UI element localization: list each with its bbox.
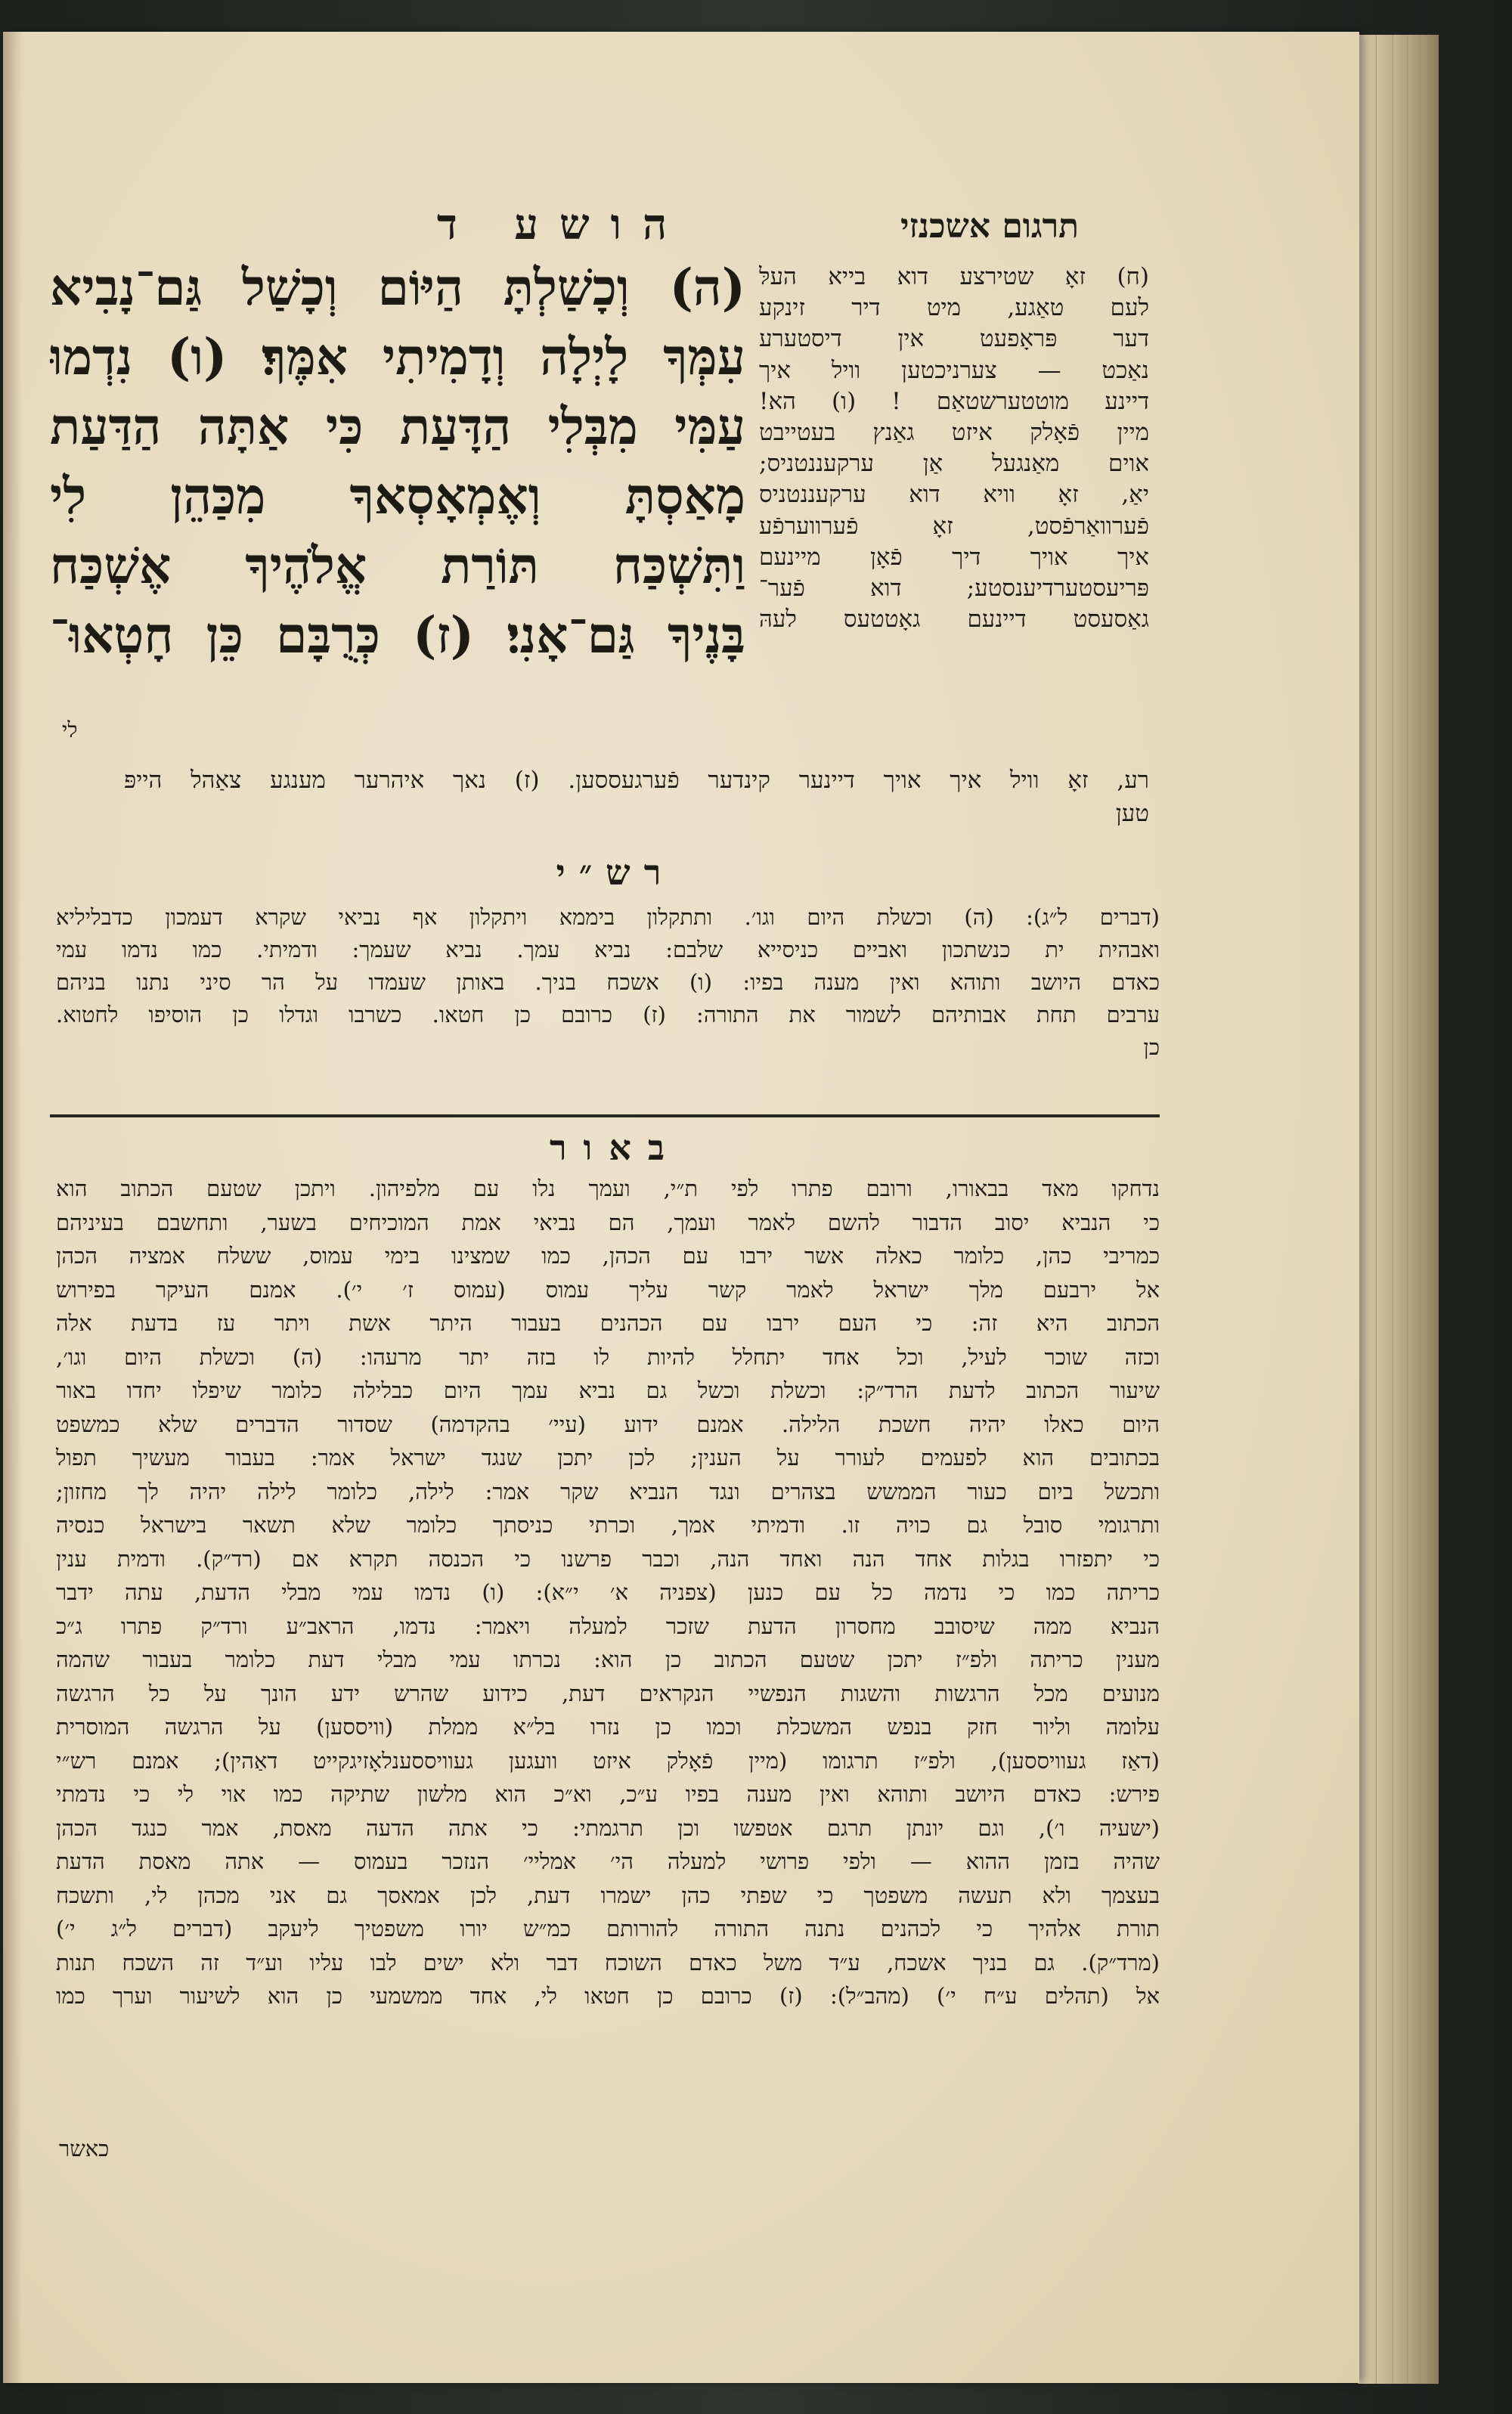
biur-line: עלומה וליור חזק בנפש המשכלת וכמו כן נזרו בל״א ממלת (וויססען) על הרגשה המוסרית bbox=[56, 1714, 1160, 1740]
translation-line: נאַכט — צערניכטען וויל איך bbox=[759, 356, 1149, 384]
translation-catchword: טען bbox=[1115, 800, 1149, 827]
translation-line: אוים מאַנגעל אַן ערקעננטניס; bbox=[759, 450, 1149, 478]
running-header-book: הושע ד bbox=[436, 200, 689, 249]
biur-line: פירש: כאדם היושב ותוהא ואין מענה בפיו ע״כ, וא״כ הוא מלשון שתיקה כמו אוי לי כי נדמתי bbox=[56, 1781, 1160, 1807]
rashi-catchword: כן bbox=[1143, 1034, 1160, 1060]
rashi-line: ערבים תחת אבותיהם לשמור את התורה: (ז) כרובם כן חטאו. כשרבו וגדלו כן הוסיפו לחטוא. bbox=[56, 1002, 1160, 1027]
biur-line: (מרד״ק). גם בניך אשכח, ע״ד משל כאדם השוכח דבר ולא ישים לבו עליו וע״ד זה השכח תנות bbox=[56, 1949, 1160, 1976]
scripture-line: עַמִּי מִבְּלִי הַדָּעַת כִּי אַתָּה הַדַּעַת bbox=[50, 397, 745, 456]
scripture-line: מָאַסְתָּ וְאֶמְאָסְאךָ מִכַּהֵן לִי bbox=[50, 466, 745, 525]
translation-line: פֿערוואַרפֿסט, זאָ פֿערווערפֿע bbox=[759, 512, 1149, 540]
biur-commentary bbox=[56, 1172, 1160, 2124]
translation-line: לעם טאַגע, מיט דיר זינקע bbox=[759, 294, 1149, 322]
biur-line: תורת אלהיך כי לכהנים נתנה התורה להורותם כמ״ש יורו משפטיך ליעקב (דברים ל״ג י׳) bbox=[56, 1916, 1160, 1941]
translation-line: דער פּראָפעט אין דיסטערע bbox=[759, 325, 1149, 353]
translation-column bbox=[759, 262, 1149, 761]
biur-line: ותרגומי סובל גם כויה זו. ודמיתי אמך, וכרתי כניסתך כלומר שלא תשאר בישראל כנסיה bbox=[56, 1512, 1160, 1538]
biur-line: נדחקו מאד בבאורו, ורובם פתרו לפי ת״י, ועמך נלו עם מלפיהון. ויתכן שטעם הכתוב הוא bbox=[56, 1176, 1160, 1201]
biur-line: הכתוב היא זה: כי העם ירבו עם הכהנים בעבור היתר אשת ויתר עז בדעת אלה bbox=[56, 1310, 1160, 1336]
biur-line: בעצמך ולא תעשה משפטך כי שפתי כהן ישמרו דעת, לכן אמאסך גם אני מכהן לי, ותשכח bbox=[56, 1882, 1160, 1908]
rashi-heading: רש״י bbox=[556, 852, 675, 893]
rashi-commentary bbox=[56, 901, 1160, 1105]
translation-line: גאַסעסט דיינעם גאָטטעס לעהּ bbox=[759, 606, 1149, 634]
scripture-column bbox=[50, 253, 745, 721]
page-edge bbox=[1421, 35, 1439, 2384]
biur-line: כריתה כמו כי נדמה כל עם כנען (צפניה א׳ י״א): (ו) נדמו עמי מבלי הדעת, עתה ידבר bbox=[56, 1579, 1160, 1605]
running-header-translation: תרגום אשכנזי bbox=[900, 207, 1080, 246]
gutter-shadow bbox=[3, 32, 23, 2383]
biur-line: מנועים מכל הרגשות והשגות הנפשיי הנקראים דעת, כידוע שהרש ידע הונך על כל הרגשה bbox=[56, 1680, 1160, 1706]
translation-line: דיינע מוטטערשטאַם ! (ו) הא! bbox=[759, 387, 1149, 415]
biur-line: שהיה בזמן ההוא — ולפי פרושי למעלה הי׳ אמליי׳ הנזכר בעמוס — אתה מאסת הדעת bbox=[56, 1848, 1160, 1874]
scripture-line: בָּנֶיךָ גַּם־אָנִי׃ (ז) כְּרֻבָּם כֵּן חָטְאוּ־ bbox=[50, 606, 745, 665]
biur-line: היום כאלו יהיה חשכת הלילה. אמנם ידוע (עיי׳ בהקדמה) שסדור הדברים שלא כמשפט bbox=[56, 1411, 1160, 1437]
biur-line: (ישעיה ו׳), וגם יונתן תרגם אטפשו וכן תרגמתי: כי אתה הדעה מאסת, אמר כנגד הכהן bbox=[56, 1814, 1160, 1841]
biur-line: אל ירבעם מלך ישראל לאמר קשר עליך עמוס (עמוס ז׳ י׳). אמנם העיקר בפירוש bbox=[56, 1276, 1160, 1303]
scripture-catchword: לי bbox=[62, 717, 78, 742]
biur-line: כמריבי כהן, כלומר כאלה אשר ירבו עם הכהן, כמו שמצינו בימי עמוס, ששלח אמציה הכהן bbox=[56, 1243, 1160, 1269]
biur-line: אל (תהלים ע״ח י׳) (מהב״ל): (ז) כרובם כן חטאו לי, אחד ממשמעי כן הוא לשיעור וערך כמו bbox=[56, 1983, 1160, 2009]
scripture-line: וַתִּשְׁכַּח תּוֹרַת אֱלֹהֶיךָ אֶשְׁכַּח bbox=[50, 536, 745, 595]
page-edge bbox=[1358, 35, 1378, 2384]
translation-line: רע, זאָ וויל איך אויך דיינער קינדער פֿערגעססען. (ז) נאך איהרער מענגע צאַהל הייפּ bbox=[124, 767, 1149, 794]
scripture-line: עִמְּךָ לָיְלָה וְדָמִיתִי אִמֶּךָ׃ (ו) נִדְמוּ bbox=[50, 327, 745, 386]
biur-line: הנביא ממה שיסובב מחסרון הדעת שזכר למעלה ויאמר: נדמו, הראב״ע ורד״ק פתרו ג״כ bbox=[56, 1613, 1160, 1639]
biur-catchword: כאשר bbox=[59, 2136, 110, 2161]
translation-line: איך אויך דיך פֿאָן מיינעם bbox=[759, 543, 1149, 571]
biur-line: כי יתפזרו בגלות אחד הנה ואחד הנה, וכבר פרשנו כי הכנסה תקרא אם (רד״ק). ודמית ענין bbox=[56, 1545, 1160, 1572]
biur-line: וכזה שוכר לעיל, וכל אחד יתחלל להיות לו בזה יתר מרעהו: (ה) וכשלת היום וגו׳, bbox=[56, 1343, 1160, 1370]
biur-line: בכתובים הוא לפעמים לעורר על הענין; לכן יתכן שנגד ישראל אמר: בעבור מעשיך תפול bbox=[56, 1445, 1160, 1470]
book-page bbox=[3, 32, 1359, 2383]
biur-line: מענין כריתה ולפ״ז יתכן שטעם הכתוב כן הוא: נכרתו עמי מבלי דעת כלומר בעבור שהמה bbox=[56, 1647, 1160, 1672]
rashi-line: (דברים ל״ג): (ה) וכשלת היום וגו׳. ותתקלון ביממא ויתקלון אף נביאי שקרא דעמכון כדבליליא bbox=[56, 904, 1160, 930]
biur-line: כי הנביא יסוב הדבור להשם לאמר ועמך, הם נביאי אמת המוכיחים בשער, ותחשבם בעיניהם bbox=[56, 1209, 1160, 1235]
biur-line: (דאַז געוויססען), ולפ״ז תרגומו (מיין פֿאָלק איזט וועגען געוויססענלאָזיגקייט דאַהין); אמנם רש״י bbox=[56, 1747, 1160, 1774]
translation-line: פּריעסטערדיענסטע; דוא פֿער־ bbox=[759, 574, 1149, 602]
section-divider bbox=[50, 1114, 1160, 1117]
rashi-line: ואבהית ית כנשתכון ואביים כניסייא שלבם: נביא עמך. נביא שעמך: ודמיתי. כמו נדמו עמי bbox=[56, 937, 1160, 962]
biur-line: שיעור הכתוב לדעת הרד״ק: וכשלת וכשל גם נביא עמך היום כבלילה כלומר שיפלו יחדו באור bbox=[56, 1377, 1160, 1403]
scripture-line: (ה) וְכָשַׁלְתָּ הַיּוֹם וְכָשַׁל גַּם־נָבִיא bbox=[50, 258, 745, 317]
biur-heading: באור bbox=[549, 1127, 682, 1168]
rashi-line: כאדם היושב ותוהא ואין מענה בפיו: (ו) אשכח בניך. באותן שעמדו על הר סיני נתנו בניהם bbox=[56, 969, 1160, 995]
biur-line: ותכשל ביום כעור הממשש בצהרים ונגד הנביא שקר אמר: לילה, כלומר לילה יהיה לך מחזון; bbox=[56, 1478, 1160, 1504]
translation-continuation bbox=[124, 764, 1149, 839]
translation-line: (ח) זאָ שטירצע דוא בייא העלּ bbox=[759, 263, 1149, 290]
translation-line: מיין פֿאָלק איזט גאַנץ בעטייבט bbox=[759, 418, 1149, 446]
translation-line: יאַ, זאָ וויא דוא ערקעננטניס bbox=[759, 481, 1149, 509]
